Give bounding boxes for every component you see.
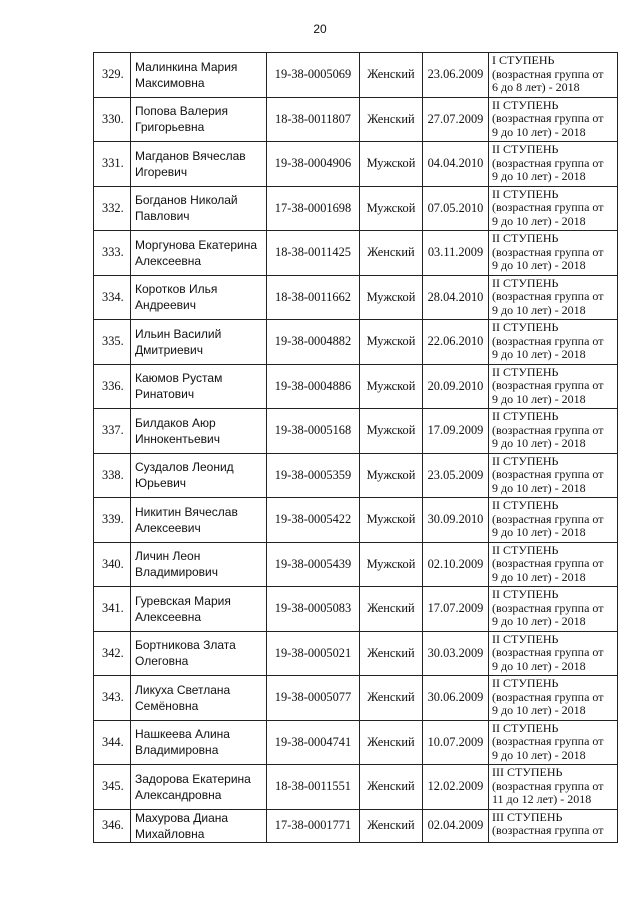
row-number: 330. — [94, 97, 131, 142]
level — [489, 364, 618, 409]
id-code: 19-38-0005069 — [267, 53, 360, 98]
table-row — [94, 453, 618, 498]
name-line-2: Ринатович — [135, 387, 195, 402]
level-line-3: 9 до 10 лет) - 2018 — [492, 124, 586, 139]
level-line-1: II СТУПЕНЬ — [492, 364, 559, 379]
table-row — [94, 231, 618, 276]
name-line-2: Павлович — [135, 209, 190, 224]
table-row — [94, 498, 618, 543]
name-line-1: Богданов Николай — [135, 193, 238, 208]
birth-date: 17.07.2009 — [423, 587, 489, 632]
gender: Мужской — [360, 186, 423, 231]
full-name — [131, 765, 267, 810]
table-row — [94, 587, 618, 632]
full-name — [131, 97, 267, 142]
level-line-1: II СТУПЕНЬ — [492, 542, 559, 557]
level-line-3: 9 до 10 лет) - 2018 — [492, 436, 586, 450]
participants-table — [93, 52, 618, 843]
full-name — [131, 231, 267, 276]
id-code: 18-38-0011425 — [267, 231, 360, 276]
id-code: 19-38-0004906 — [267, 142, 360, 187]
name-line-1: Коротков Илья — [135, 282, 218, 297]
row-number: 336. — [94, 364, 131, 409]
gender: Мужской — [360, 142, 423, 187]
page-number: 20 — [313, 22, 327, 36]
gender: Женский — [360, 809, 423, 842]
name-line-1: Магданов Вячеслав — [135, 148, 246, 163]
level-line-2: (возрастная группа от — [492, 778, 604, 793]
level-line-1: I СТУПЕНЬ — [492, 53, 555, 67]
birth-date: 27.07.2009 — [423, 97, 489, 142]
level-line-1: II СТУПЕНЬ — [492, 186, 559, 201]
birth-date: 28.04.2010 — [423, 275, 489, 320]
gender: Женский — [360, 231, 423, 276]
gender: Женский — [360, 765, 423, 810]
level — [489, 53, 618, 98]
id-code: 17-38-0001698 — [267, 186, 360, 231]
birth-date: 10.07.2009 — [423, 720, 489, 765]
table-row — [94, 275, 618, 320]
level-line-2: (возрастная группа от — [492, 378, 604, 392]
level — [489, 720, 618, 765]
full-name — [131, 498, 267, 543]
birth-date: 23.05.2009 — [423, 453, 489, 498]
level-line-2: (возрастная группа от — [492, 155, 604, 170]
name-line-2: Дмитриевич — [135, 342, 203, 357]
level-line-1: II СТУПЕНЬ — [492, 631, 559, 646]
level — [489, 498, 618, 543]
id-code: 19-38-0005083 — [267, 587, 360, 632]
row-number: 333. — [94, 231, 131, 276]
level — [489, 97, 618, 142]
id-code: 19-38-0005359 — [267, 453, 360, 498]
id-code: 19-38-0004741 — [267, 720, 360, 765]
birth-date: 02.04.2009 — [423, 809, 489, 842]
full-name — [131, 320, 267, 365]
table-row — [94, 97, 618, 142]
full-name — [131, 720, 267, 765]
id-code: 19-38-0004886 — [267, 364, 360, 409]
id-code: 19-38-0005077 — [267, 676, 360, 721]
level — [489, 275, 618, 320]
name-line-2: Алексеевич — [135, 520, 201, 535]
name-line-2: Олеговна — [135, 654, 189, 669]
full-name — [131, 275, 267, 320]
birth-date: 30.03.2009 — [423, 631, 489, 676]
gender: Мужской — [360, 320, 423, 365]
level — [489, 587, 618, 632]
table-row — [94, 142, 618, 187]
level-line-2: (возрастная группа от — [492, 511, 604, 526]
level-line-2: (возрастная группа от — [492, 467, 604, 481]
id-code: 19-38-0005422 — [267, 498, 360, 543]
name-line-1: Ликуха Светлана — [135, 682, 231, 697]
level-line-3: 9 до 10 лет) - 2018 — [492, 703, 586, 717]
level — [489, 186, 618, 231]
full-name — [131, 809, 267, 842]
gender: Женский — [360, 53, 423, 98]
level-line-1: II СТУПЕНЬ — [492, 97, 559, 112]
level — [489, 631, 618, 676]
table-row — [94, 53, 618, 98]
birth-date: 20.09.2010 — [423, 364, 489, 409]
level-line-1: II СТУПЕНЬ — [492, 320, 559, 334]
level-line-3: 9 до 10 лет) - 2018 — [492, 258, 586, 272]
level-line-3: 9 до 10 лет) - 2018 — [492, 614, 586, 628]
full-name — [131, 453, 267, 498]
level-line-2: (возрастная группа от — [492, 556, 604, 570]
name-line-2: Алексеевна — [135, 609, 202, 624]
table-row — [94, 765, 618, 810]
name-line-1: Моргунова Екатерина — [135, 237, 258, 252]
level-line-3: 9 до 10 лет) - 2018 — [492, 480, 586, 495]
table-row — [94, 186, 618, 231]
name-line-1: Малинкина Мария — [135, 59, 238, 74]
name-line-2: Игоревич — [135, 164, 188, 179]
birth-date: 30.09.2010 — [423, 498, 489, 543]
name-line-2: Алексеевна — [135, 253, 202, 268]
gender: Мужской — [360, 498, 423, 543]
table-row — [94, 720, 618, 765]
name-line-2: Владимирович — [135, 565, 219, 580]
row-number: 345. — [94, 765, 131, 810]
name-line-1: Задорова Екатерина — [135, 771, 251, 786]
level-line-1: II СТУПЕНЬ — [492, 275, 559, 290]
full-name — [131, 587, 267, 632]
table-row — [94, 409, 618, 454]
birth-date: 30.06.2009 — [423, 676, 489, 721]
level-line-2: (возрастная группа от — [492, 66, 604, 81]
row-number: 343. — [94, 676, 131, 721]
row-number: 340. — [94, 542, 131, 587]
name-line-2: Андреевич — [135, 298, 196, 313]
row-number: 344. — [94, 720, 131, 765]
level-line-1: III СТУПЕНЬ — [492, 809, 563, 824]
level — [489, 231, 618, 276]
birth-date: 07.05.2010 — [423, 186, 489, 231]
name-line-1: Личин Леон — [135, 549, 201, 564]
table-row — [94, 542, 618, 587]
level-line-1: II СТУПЕНЬ — [492, 676, 559, 690]
name-line-1: Каюмов Рустам — [135, 371, 223, 386]
full-name — [131, 142, 267, 187]
level — [489, 542, 618, 587]
birth-date: 04.04.2010 — [423, 142, 489, 187]
full-name — [131, 631, 267, 676]
name-line-2: Александровна — [135, 787, 222, 802]
id-code: 19-38-0005439 — [267, 542, 360, 587]
id-code: 18-38-0011551 — [267, 765, 360, 810]
row-number: 338. — [94, 453, 131, 498]
level-line-3: 9 до 10 лет) - 2018 — [492, 658, 586, 673]
name-line-1: Попова Валерия — [135, 104, 228, 119]
level-line-3: 9 до 10 лет) - 2018 — [492, 347, 586, 361]
level-line-1: II СТУПЕНЬ — [492, 498, 559, 512]
level-line-1: II СТУПЕНЬ — [492, 409, 559, 423]
level-line-2: (возрастная группа от — [492, 200, 604, 214]
name-line-1: Билдаков Аюр — [135, 415, 216, 430]
level-line-3: 9 до 10 лет) - 2018 — [492, 569, 586, 584]
name-line-1: Махурова Диана — [135, 810, 229, 825]
level-line-3: 9 до 10 лет) - 2018 — [492, 213, 586, 228]
gender: Женский — [360, 587, 423, 632]
name-line-1: Нашкеева Алина — [135, 727, 230, 742]
name-line-1: Бортникова Злата — [135, 638, 236, 653]
level-line-3: 9 до 10 лет) - 2018 — [492, 169, 586, 183]
birth-date: 22.06.2010 — [423, 320, 489, 365]
gender: Женский — [360, 676, 423, 721]
gender: Женский — [360, 97, 423, 142]
level-line-2: (возрастная группа от — [492, 244, 604, 259]
row-number: 332. — [94, 186, 131, 231]
full-name — [131, 53, 267, 98]
full-name — [131, 409, 267, 454]
row-number: 331. — [94, 142, 131, 187]
level-line-3: 11 до 12 лет) - 2018 — [492, 792, 592, 806]
id-code: 19-38-0005021 — [267, 631, 360, 676]
name-line-1: Гуревская Мария — [135, 593, 231, 608]
level — [489, 320, 618, 365]
table-row — [94, 809, 618, 842]
row-number: 329. — [94, 53, 131, 98]
name-line-2: Семёновна — [135, 698, 199, 713]
name-line-2: Владимировна — [135, 743, 219, 758]
gender: Женский — [360, 720, 423, 765]
gender: Мужской — [360, 364, 423, 409]
table-row — [94, 631, 618, 676]
level — [489, 765, 618, 810]
id-code: 18-38-0011807 — [267, 97, 360, 142]
level-line-1: II СТУПЕНЬ — [492, 587, 559, 601]
name-line-1: Ильин Василий — [135, 326, 222, 341]
full-name — [131, 542, 267, 587]
birth-date: 12.02.2009 — [423, 765, 489, 810]
id-code: 19-38-0004882 — [267, 320, 360, 365]
birth-date: 23.06.2009 — [423, 53, 489, 98]
level — [489, 676, 618, 721]
level-line-2: (возрастная группа от — [492, 734, 604, 748]
id-code: 18-38-0011662 — [267, 275, 360, 320]
level — [489, 142, 618, 187]
level-line-2: (возрастная группа от — [492, 333, 604, 348]
row-number: 341. — [94, 587, 131, 632]
level-line-2: (возрастная группа от — [492, 422, 604, 437]
level-line-3: 9 до 10 лет) - 2018 — [492, 302, 586, 317]
table-row — [94, 676, 618, 721]
row-number: 337. — [94, 409, 131, 454]
row-number: 339. — [94, 498, 131, 543]
gender: Женский — [360, 631, 423, 676]
level — [489, 453, 618, 498]
level-line-2: (возрастная группа от — [492, 689, 604, 704]
name-line-2: Михайловна — [135, 826, 205, 841]
row-number: 334. — [94, 275, 131, 320]
level-line-1: II СТУПЕНЬ — [492, 453, 559, 468]
id-code: 19-38-0005168 — [267, 409, 360, 454]
level-line-3: 9 до 10 лет) - 2018 — [492, 747, 586, 762]
level-line-2: (возрастная группа от — [492, 645, 604, 659]
table-row — [94, 364, 618, 409]
level-line-3: 9 до 10 лет) - 2018 — [492, 525, 586, 539]
level-line-1: II СТУПЕНЬ — [492, 142, 559, 156]
level-line-3: 6 до 8 лет) - 2018 — [492, 80, 580, 94]
name-line-1: Суздалов Леонид — [135, 460, 234, 475]
name-line-1: Никитин Вячеслав — [135, 504, 238, 519]
gender: Мужской — [360, 275, 423, 320]
level-line-1: II СТУПЕНЬ — [492, 231, 559, 245]
gender: Мужской — [360, 453, 423, 498]
level-line-1: II СТУПЕНЬ — [492, 720, 559, 735]
id-code: 17-38-0001771 — [267, 809, 360, 842]
name-line-2: Иннокентьевич — [135, 431, 220, 446]
birth-date: 17.09.2009 — [423, 409, 489, 454]
level-line-2: (возрастная группа от — [492, 600, 604, 615]
row-number: 335. — [94, 320, 131, 365]
birth-date: 03.11.2009 — [423, 231, 489, 276]
birth-date: 02.10.2009 — [423, 542, 489, 587]
name-line-2: Максимовна — [135, 75, 205, 90]
full-name — [131, 186, 267, 231]
gender: Мужской — [360, 542, 423, 587]
level-line-1: III СТУПЕНЬ — [492, 765, 563, 779]
row-number: 342. — [94, 631, 131, 676]
name-line-2: Юрьевич — [135, 476, 187, 491]
gender: Мужской — [360, 409, 423, 454]
level-line-2: (возрастная группа от — [492, 111, 604, 125]
table-row — [94, 320, 618, 365]
row-number: 346. — [94, 809, 131, 842]
full-name — [131, 364, 267, 409]
full-name — [131, 676, 267, 721]
level-line-2: (возрастная группа от — [492, 289, 604, 303]
name-line-2: Григорьевна — [135, 120, 205, 135]
level — [489, 409, 618, 454]
level — [489, 809, 618, 842]
level-line-3: 9 до 10 лет) - 2018 — [492, 391, 586, 406]
level-line-2: (возрастная группа от — [492, 823, 604, 837]
